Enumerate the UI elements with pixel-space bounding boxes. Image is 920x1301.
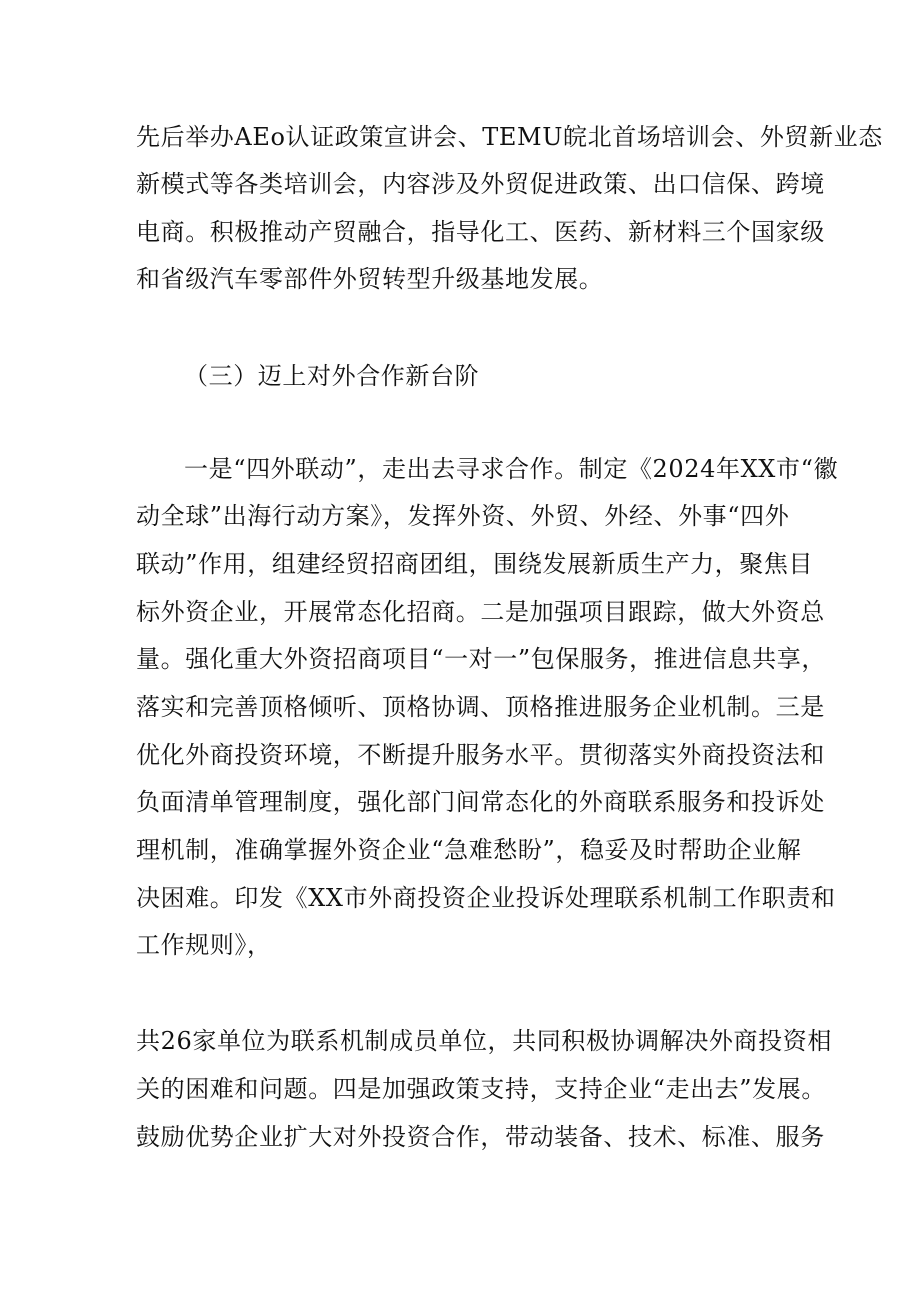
text-line: 量。强化重大外资招商项目“一对一”包保服务，推进信息共享，	[136, 645, 826, 673]
text-line: 联动”作用，组建经贸招商团组，围绕发展新质生产力，聚焦目	[136, 550, 814, 578]
text-line: 鼓励优势企业扩大对外投资合作，带动装备、技术、标准、服务	[136, 1123, 825, 1151]
text-line: 和省级汽车零部件外贸转型升级基地发展。	[136, 265, 604, 293]
text-line: 一是“四外联动”，走出去寻求合作。制定《2024年XX市“徽	[184, 455, 839, 483]
text-line: 动全球”出海行动方案》，发挥外资、外贸、外经、外事“四外	[136, 502, 790, 530]
text-line: 工作规则》，	[136, 931, 272, 959]
section-heading: （三）迈上对外合作新台阶	[184, 362, 480, 390]
text-line: 关的困难和问题。四是加强政策支持，支持企业“走出去”发展。	[136, 1075, 826, 1103]
text-line: 决困难。印发《XX市外商投资企业投诉处理联系机制工作职责和	[136, 884, 836, 912]
text-line: 先后举办AEo认证政策宣讲会、TEMU皖北首场培训会、外贸新业态	[136, 123, 883, 151]
text-line: 新模式等各类培训会，内容涉及外贸促进政策、出口信保、跨境	[136, 170, 825, 198]
text-line: 优化外商投资环境，不断提升服务水平。贯彻落实外商投资法和	[136, 741, 825, 769]
text-line: 电商。积极推动产贸融合，指导化工、医药、新材料三个国家级	[136, 218, 825, 246]
text-line: 负面清单管理制度，强化部门间常态化的外商联系服务和投诉处	[136, 788, 825, 816]
text-line: 标外资企业，开展常态化招商。二是加强项目跟踪，做大外资总	[136, 598, 825, 626]
text-line: 共26家单位为联系机制成员单位，共同积极协调解决外商投资相	[136, 1027, 832, 1055]
text-line: 理机制，准确掌握外资企业“急难愁盼”，稳妥及时帮助企业解	[136, 836, 802, 864]
text-line: 落实和完善顶格倾听、顶格协调、顶格推进服务企业机制。三是	[136, 693, 825, 721]
